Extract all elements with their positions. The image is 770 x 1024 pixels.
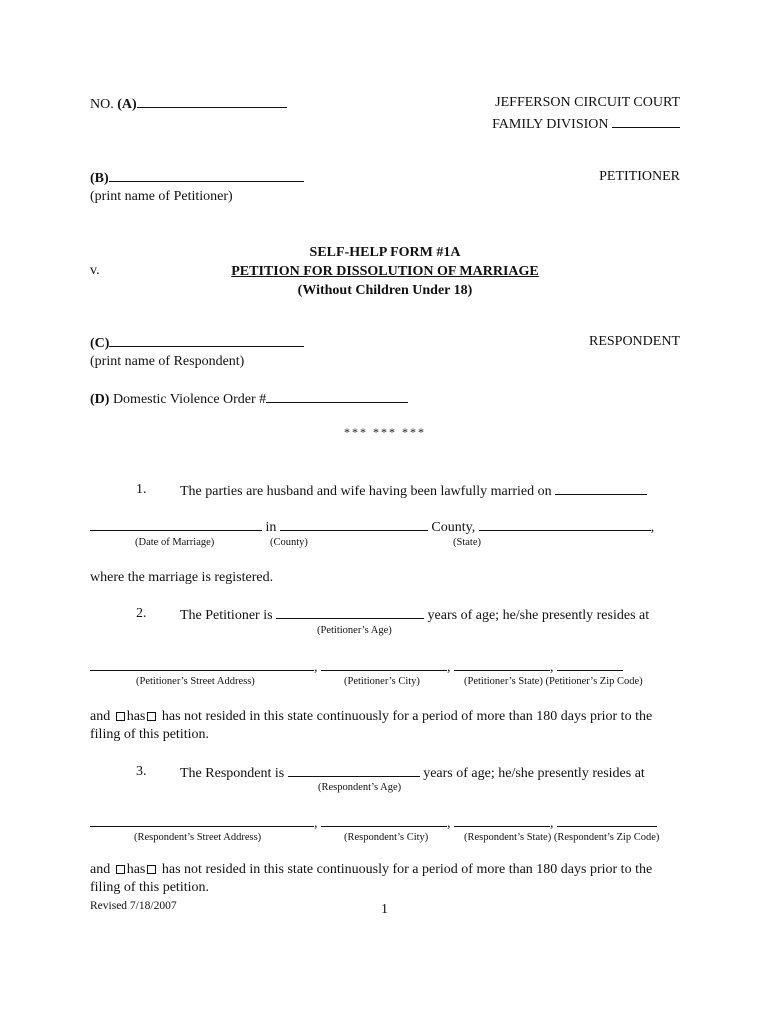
para2-and: and bbox=[90, 709, 111, 724]
para2-residence-text2: filing of this petition. bbox=[90, 727, 209, 742]
para1-county: County, bbox=[431, 520, 476, 535]
respondent-has-not-checkbox[interactable] bbox=[147, 865, 156, 874]
petitioner-age-field[interactable] bbox=[276, 605, 424, 619]
para1-comma: , bbox=[650, 520, 655, 535]
petitioner-state-field[interactable] bbox=[454, 657, 550, 671]
para3-residence-text: has not resided in this state continuously for a period of more than 180 days prior to the bbox=[161, 862, 653, 877]
label-respondent-age: (Respondent’s Age) bbox=[318, 782, 402, 793]
para2-text-a: The Petitioner is bbox=[180, 608, 273, 623]
dvo-number-field[interactable] bbox=[266, 389, 408, 403]
petitioner-street-field[interactable] bbox=[90, 657, 314, 671]
form-title bbox=[170, 243, 600, 300]
respondent-role: RESPONDENT bbox=[588, 334, 680, 349]
case-number-label: NO. bbox=[90, 97, 114, 112]
division-field[interactable] bbox=[612, 114, 680, 128]
case-number bbox=[90, 94, 287, 114]
page-number: 1 bbox=[381, 902, 388, 917]
para3-and: and bbox=[90, 862, 111, 877]
label-respondent-city: (Respondent’s City) bbox=[344, 832, 429, 843]
para1-in: in bbox=[265, 520, 277, 535]
para1-line2 bbox=[90, 517, 654, 537]
respondent-hint: (print name of Respondent) bbox=[90, 353, 245, 369]
respondent-name-field[interactable] bbox=[109, 333, 304, 347]
separator: *** *** *** bbox=[344, 425, 426, 439]
respondent-block bbox=[90, 333, 304, 370]
marriage-date-prefix-field[interactable] bbox=[555, 481, 647, 495]
petitioner-residence-line bbox=[90, 708, 652, 726]
versus-label: v. bbox=[90, 263, 100, 278]
petitioner-role: PETITIONER bbox=[599, 169, 680, 184]
respondent-residence-line bbox=[90, 861, 652, 879]
form-title-line2: PETITION FOR DISSOLUTION OF MARRIAGE bbox=[231, 264, 539, 279]
label-petitioner-street: (Petitioner’s Street Address) bbox=[136, 676, 255, 687]
petitioner-city-field[interactable] bbox=[321, 657, 447, 671]
petitioner-zip-field[interactable] bbox=[557, 657, 623, 671]
respondent-address-line: , , , bbox=[90, 813, 657, 833]
petitioner-has-not-checkbox[interactable] bbox=[147, 712, 156, 721]
petitioner-letter: (B) bbox=[90, 171, 109, 186]
petitioner-has-checkbox[interactable] bbox=[116, 712, 125, 721]
label-petitioner-state-zip: (Petitioner’s State) (Petitioner’s Zip Code) bbox=[464, 676, 643, 687]
dvo-label: Domestic Violence Order # bbox=[112, 392, 267, 407]
respondent-letter: (C) bbox=[90, 336, 110, 351]
court-block bbox=[492, 94, 680, 133]
petitioner-name-field[interactable] bbox=[109, 168, 304, 182]
para1-closing: where the marriage is registered. bbox=[90, 570, 274, 585]
form-title-line3: (Without Children Under 18) bbox=[297, 283, 473, 298]
revised-date: Revised 7/18/2007 bbox=[90, 900, 177, 912]
dvo-line bbox=[90, 389, 408, 409]
respondent-street-field[interactable] bbox=[90, 813, 314, 827]
respondent-age-field[interactable] bbox=[288, 763, 420, 777]
respondent-city-field[interactable] bbox=[321, 813, 447, 827]
para3-number: 3. bbox=[136, 764, 147, 779]
label-petitioner-age: (Petitioner’s Age) bbox=[317, 625, 392, 636]
label-date-of-marriage: (Date of Marriage) bbox=[135, 537, 215, 548]
petitioner-address-line: , , , bbox=[90, 657, 623, 677]
para2-number: 2. bbox=[136, 606, 147, 621]
dvo-letter: (D) bbox=[90, 392, 110, 407]
para3-residence-text2: filing of this petition. bbox=[90, 880, 209, 895]
petitioner-block bbox=[90, 168, 304, 205]
division-label: FAMILY DIVISION bbox=[492, 116, 609, 132]
para2-line1 bbox=[180, 605, 649, 625]
case-number-letter: (A) bbox=[117, 97, 137, 112]
petitioner-hint: (print name of Petitioner) bbox=[90, 188, 233, 204]
respondent-has-checkbox[interactable] bbox=[116, 865, 125, 874]
label-county: (County) bbox=[270, 537, 308, 548]
label-state: (State) bbox=[453, 537, 481, 548]
form-title-line1: SELF-HELP FORM #1A bbox=[309, 245, 461, 260]
court-name: JEFFERSON CIRCUIT COURT bbox=[495, 95, 680, 110]
label-respondent-state-zip: (Respondent’s State) (Respondent’s Zip Code) bbox=[464, 832, 660, 843]
para3-line1 bbox=[180, 763, 645, 783]
case-number-field[interactable] bbox=[137, 94, 287, 108]
para2-residence-text: has not resided in this state continuously for a period of more than 180 days prior to the bbox=[161, 709, 653, 724]
para1-text: The parties are husband and wife having been lawfully married on bbox=[180, 484, 552, 499]
para2-has: has bbox=[126, 709, 146, 724]
respondent-zip-field[interactable] bbox=[557, 813, 657, 827]
para1-line1 bbox=[180, 481, 647, 501]
para3-text-a: The Respondent is bbox=[180, 766, 285, 781]
label-petitioner-city: (Petitioner’s City) bbox=[344, 676, 420, 687]
marriage-county-field[interactable] bbox=[280, 517, 428, 531]
para3-has: has bbox=[126, 862, 146, 877]
marriage-date-field[interactable] bbox=[90, 517, 262, 531]
para2-text-b: years of age; he/she presently resides at bbox=[427, 608, 650, 623]
para3-text-b: years of age; he/she presently resides at bbox=[423, 766, 645, 781]
respondent-state-field[interactable] bbox=[454, 813, 550, 827]
para1-number: 1. bbox=[136, 482, 147, 497]
marriage-state-field[interactable] bbox=[479, 517, 651, 531]
label-respondent-street: (Respondent’s Street Address) bbox=[134, 832, 262, 843]
